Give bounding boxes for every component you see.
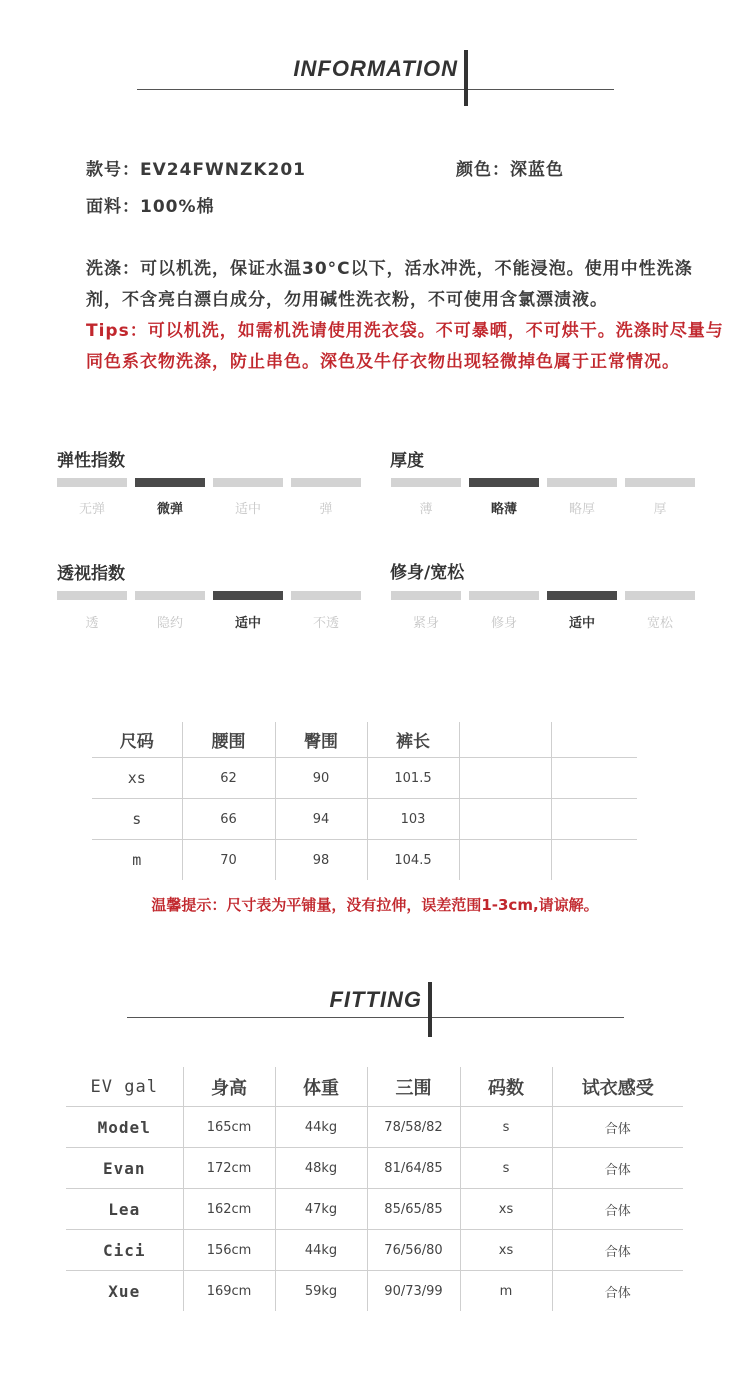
table-row	[66, 1230, 683, 1271]
fitting-cell: xs	[460, 1230, 552, 1271]
table-row	[66, 1189, 683, 1230]
fitting-title: FITTING	[329, 987, 422, 1012]
fitting-cell: 78/58/82	[367, 1107, 460, 1148]
fitting-header-cell: 三围	[367, 1067, 460, 1107]
fitting-cell: 76/56/80	[367, 1230, 460, 1271]
washing-instructions: 洗涤：可以机洗，保证水温30°C以下，活水冲洗，不能浸泡。使用中性洗涤剂，不含亮白漂白成分，勿用碱性洗衣粉，不可使用含氯漂渍液。	[86, 259, 693, 310]
table-row	[92, 840, 637, 881]
size-cell	[551, 758, 637, 799]
size-cell	[459, 758, 551, 799]
fabric-info: 面料：100%棉	[86, 197, 215, 217]
thickness-seg-1	[391, 478, 461, 487]
fitting-cell: 85/65/85	[367, 1189, 460, 1230]
size-header-cell: 裤长	[367, 722, 459, 758]
fit-option: 紧身	[412, 616, 439, 631]
fitting-cell: 47kg	[275, 1189, 367, 1230]
fit-option: 适中	[568, 616, 595, 631]
fitting-cell: 59kg	[275, 1271, 367, 1312]
elasticity-seg-4	[291, 478, 361, 487]
fitting-cell: 44kg	[275, 1107, 367, 1148]
fit-bars	[391, 591, 695, 600]
fitting-cell: 48kg	[275, 1148, 367, 1189]
size-cell: 98	[275, 840, 367, 881]
fitting-cell: Model	[66, 1107, 183, 1148]
elasticity-seg-2	[135, 478, 205, 487]
elasticity-option: 弹	[319, 502, 333, 517]
fitting-cell: 合体	[552, 1271, 683, 1312]
transparency-bars	[57, 591, 361, 600]
transparency-seg-3	[213, 591, 283, 600]
information-title: INFORMATION	[293, 56, 458, 81]
fitting-cell: Lea	[66, 1189, 183, 1230]
fitting-cell: 165cm	[183, 1107, 275, 1148]
transparency-seg-2	[135, 591, 205, 600]
size-cell: 101.5	[367, 758, 459, 799]
fitting-cell: Evan	[66, 1148, 183, 1189]
size-cell: s	[92, 799, 182, 840]
washing-tips: Tips：可以机洗，如需机洗请使用洗衣袋。不可暴晒，不可烘干。洗涤时尽量与同色系衣物洗涤，防止串色。深色及牛仔衣物出现轻微掉色属于正常情况。	[86, 321, 724, 372]
thickness-title: 厚度	[390, 451, 424, 471]
thickness-option: 略薄	[490, 502, 517, 517]
style-number: 款号：EV24FWNZK201	[86, 160, 307, 180]
fitting-header-cell: 体重	[275, 1067, 367, 1107]
fitting-cell: 156cm	[183, 1230, 275, 1271]
size-cell: 104.5	[367, 840, 459, 881]
transparency-seg-4	[291, 591, 361, 600]
size-header-cell: 臀围	[275, 722, 367, 758]
table-row	[92, 799, 637, 840]
fitting-cell: Cici	[66, 1230, 183, 1271]
thickness-bars	[391, 478, 695, 487]
fitting-divider	[127, 1017, 624, 1018]
transparency-option: 不透	[312, 616, 339, 631]
transparency-option: 隐约	[156, 616, 183, 631]
fitting-cell: 172cm	[183, 1148, 275, 1189]
size-header-cell: 腰围	[182, 722, 275, 758]
fitting-cell: 90/73/99	[367, 1271, 460, 1312]
fitting-header-cell: 试衣感受	[552, 1067, 683, 1107]
size-header-cell	[551, 722, 637, 758]
transparency-title: 透视指数	[57, 564, 125, 584]
fit-labels	[391, 612, 695, 631]
transparency-seg-1	[57, 591, 127, 600]
color-info: 颜色：深蓝色	[456, 160, 564, 180]
elasticity-title: 弹性指数	[57, 451, 125, 471]
size-cell	[459, 799, 551, 840]
elasticity-seg-1	[57, 478, 127, 487]
size-cell: 94	[275, 799, 367, 840]
fitting-cell: 44kg	[275, 1230, 367, 1271]
thickness-seg-2	[469, 478, 539, 487]
information-divider	[137, 89, 614, 90]
thickness-option: 薄	[419, 502, 433, 517]
fit-option: 修身	[490, 616, 517, 631]
fitting-cell: 合体	[552, 1189, 683, 1230]
fitting-cell: 81/64/85	[367, 1148, 460, 1189]
table-row	[66, 1148, 683, 1189]
size-cell: 62	[182, 758, 275, 799]
size-table-header	[92, 722, 637, 758]
thickness-option: 略厚	[568, 502, 595, 517]
size-cell	[551, 799, 637, 840]
thickness-seg-3	[547, 478, 617, 487]
fitting-table-header	[66, 1067, 683, 1107]
elasticity-option: 适中	[234, 502, 261, 517]
fitting-cell: s	[460, 1148, 552, 1189]
table-row	[92, 758, 637, 799]
fit-seg-3	[547, 591, 617, 600]
fitting-header-cell: 码数	[460, 1067, 552, 1107]
thickness-labels	[391, 498, 695, 517]
size-cell	[459, 840, 551, 881]
transparency-labels	[57, 612, 361, 631]
fitting-table	[66, 1067, 683, 1311]
thickness-seg-4	[625, 478, 695, 487]
fit-seg-2	[469, 591, 539, 600]
fitting-cell: m	[460, 1271, 552, 1312]
elasticity-seg-3	[213, 478, 283, 487]
size-cell: 66	[182, 799, 275, 840]
table-row	[66, 1271, 683, 1312]
fit-seg-4	[625, 591, 695, 600]
size-table	[92, 722, 637, 880]
size-cell: 90	[275, 758, 367, 799]
elasticity-option: 微弹	[156, 502, 183, 517]
size-cell: 103	[367, 799, 459, 840]
thickness-option: 厚	[653, 502, 667, 517]
fitting-cell: s	[460, 1107, 552, 1148]
size-cell: xs	[92, 758, 182, 799]
fitting-header-cell: 身高	[183, 1067, 275, 1107]
elasticity-bars	[57, 478, 361, 487]
fitting-header-cell: EV gal	[90, 1076, 158, 1097]
fitting-cell: 合体	[552, 1230, 683, 1271]
elasticity-option: 无弹	[78, 502, 105, 517]
fitting-cell: 合体	[552, 1148, 683, 1189]
fitting-cell: 合体	[552, 1107, 683, 1148]
information-accent-bar	[464, 50, 468, 106]
table-row	[66, 1107, 683, 1148]
size-cell	[551, 840, 637, 881]
transparency-option: 适中	[234, 616, 261, 631]
fitting-accent-bar	[428, 982, 432, 1037]
fit-seg-1	[391, 591, 461, 600]
size-cell: 70	[182, 840, 275, 881]
fitting-cell: Xue	[66, 1271, 183, 1312]
fit-option: 宽松	[646, 616, 673, 631]
fit-title: 修身/宽松	[390, 563, 465, 583]
size-note: 温馨提示：尺寸表为平铺量，没有拉伸，误差范围1-3cm,请谅解。	[151, 896, 599, 914]
elasticity-labels	[57, 498, 361, 517]
size-header-cell	[459, 722, 551, 758]
size-header-cell: 尺码	[119, 732, 154, 752]
size-cell: m	[92, 840, 182, 881]
fitting-cell: 162cm	[183, 1189, 275, 1230]
fitting-cell: 169cm	[183, 1271, 275, 1312]
fitting-cell: xs	[460, 1189, 552, 1230]
transparency-option: 透	[85, 616, 99, 631]
